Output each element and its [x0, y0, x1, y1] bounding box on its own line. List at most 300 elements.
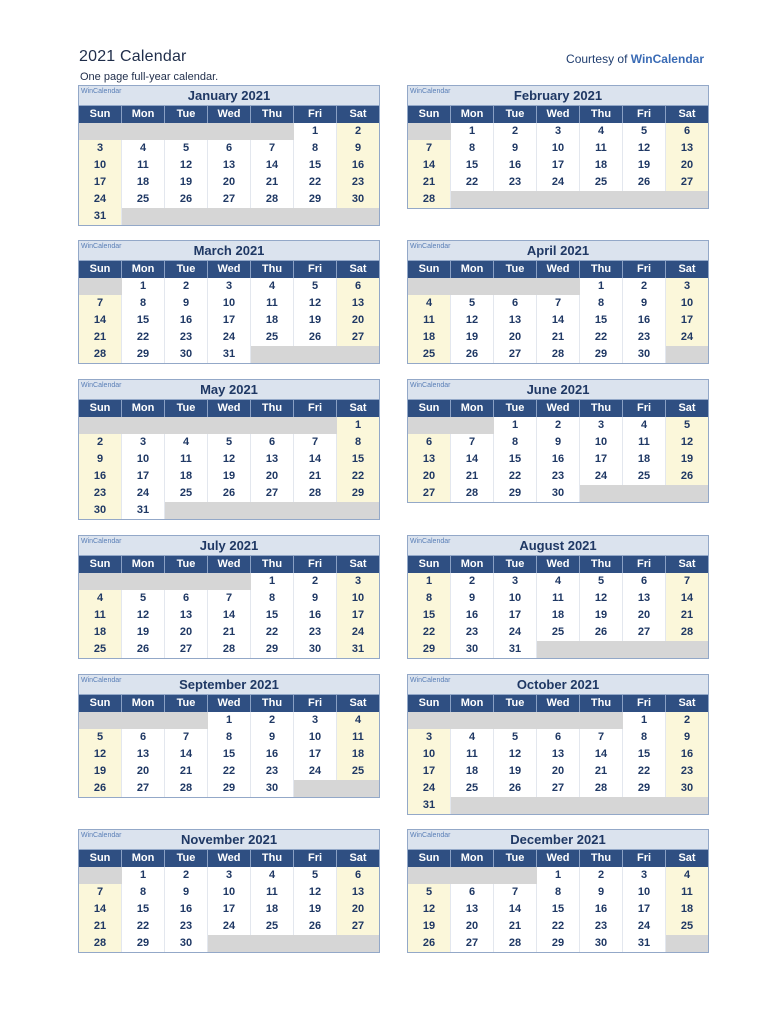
day-cell[interactable]: 27 — [494, 346, 537, 363]
day-cell[interactable]: 23 — [165, 329, 208, 346]
day-cell[interactable]: 23 — [580, 918, 623, 935]
day-cell[interactable]: 21 — [208, 624, 251, 641]
day-cell[interactable]: 22 — [408, 624, 451, 641]
day-cell[interactable]: 25 — [537, 624, 580, 641]
day-cell[interactable]: 23 — [537, 468, 580, 485]
day-cell[interactable]: 28 — [79, 346, 122, 363]
day-cell[interactable]: 30 — [165, 935, 208, 952]
day-cell[interactable]: 29 — [537, 935, 580, 952]
day-cell[interactable]: 19 — [494, 763, 537, 780]
day-cell[interactable]: 20 — [666, 157, 708, 174]
day-cell[interactable]: 25 — [79, 641, 122, 658]
day-cell[interactable]: 14 — [537, 312, 580, 329]
day-cell[interactable]: 21 — [408, 174, 451, 191]
day-cell[interactable]: 7 — [79, 884, 122, 901]
day-cell[interactable]: 26 — [580, 624, 623, 641]
day-cell[interactable]: 15 — [208, 746, 251, 763]
day-cell[interactable]: 17 — [408, 763, 451, 780]
day-cell[interactable]: 19 — [208, 468, 251, 485]
day-cell[interactable]: 4 — [537, 573, 580, 590]
day-cell[interactable]: 2 — [580, 867, 623, 884]
day-cell[interactable]: 7 — [451, 434, 494, 451]
day-cell[interactable]: 14 — [666, 590, 708, 607]
day-cell[interactable]: 29 — [294, 191, 337, 208]
day-cell[interactable]: 31 — [208, 346, 251, 363]
wincalendar-tag[interactable]: WinCalendar — [81, 832, 122, 839]
day-cell[interactable]: 28 — [666, 624, 708, 641]
day-cell[interactable]: 24 — [208, 918, 251, 935]
day-cell[interactable]: 17 — [537, 157, 580, 174]
day-cell[interactable]: 31 — [623, 935, 666, 952]
day-cell[interactable]: 4 — [122, 140, 165, 157]
day-cell[interactable]: 5 — [294, 278, 337, 295]
day-cell[interactable]: 11 — [251, 295, 294, 312]
day-cell[interactable]: 6 — [623, 573, 666, 590]
day-cell[interactable]: 9 — [165, 295, 208, 312]
day-cell[interactable]: 9 — [337, 140, 379, 157]
day-cell[interactable]: 11 — [537, 590, 580, 607]
day-cell[interactable]: 23 — [165, 918, 208, 935]
day-cell[interactable]: 7 — [251, 140, 294, 157]
day-cell[interactable]: 13 — [537, 746, 580, 763]
day-cell[interactable]: 21 — [294, 468, 337, 485]
day-cell[interactable]: 14 — [208, 607, 251, 624]
day-cell[interactable]: 7 — [208, 590, 251, 607]
day-cell[interactable]: 3 — [337, 573, 379, 590]
day-cell[interactable]: 22 — [494, 468, 537, 485]
day-cell[interactable]: 29 — [122, 346, 165, 363]
day-cell[interactable]: 19 — [451, 329, 494, 346]
day-cell[interactable]: 12 — [294, 884, 337, 901]
day-cell[interactable]: 23 — [623, 329, 666, 346]
day-cell[interactable]: 13 — [208, 157, 251, 174]
day-cell[interactable]: 14 — [580, 746, 623, 763]
day-cell[interactable]: 20 — [122, 763, 165, 780]
courtesy-brand-link[interactable]: WinCalendar — [630, 52, 704, 66]
day-cell[interactable]: 11 — [122, 157, 165, 174]
day-cell[interactable]: 16 — [294, 607, 337, 624]
day-cell[interactable]: 5 — [208, 434, 251, 451]
day-cell[interactable]: 13 — [494, 312, 537, 329]
day-cell[interactable]: 23 — [451, 624, 494, 641]
day-cell[interactable]: 2 — [165, 867, 208, 884]
day-cell[interactable]: 9 — [451, 590, 494, 607]
day-cell[interactable]: 29 — [408, 641, 451, 658]
day-cell[interactable]: 8 — [294, 140, 337, 157]
day-cell[interactable]: 5 — [408, 884, 451, 901]
day-cell[interactable]: 10 — [294, 729, 337, 746]
day-cell[interactable]: 24 — [623, 918, 666, 935]
day-cell[interactable]: 24 — [122, 485, 165, 502]
day-cell[interactable]: 23 — [337, 174, 379, 191]
day-cell[interactable]: 3 — [408, 729, 451, 746]
day-cell[interactable]: 5 — [294, 867, 337, 884]
day-cell[interactable]: 19 — [408, 918, 451, 935]
day-cell[interactable]: 21 — [251, 174, 294, 191]
day-cell[interactable]: 7 — [537, 295, 580, 312]
day-cell[interactable]: 5 — [666, 417, 708, 434]
day-cell[interactable]: 17 — [208, 901, 251, 918]
day-cell[interactable]: 21 — [79, 918, 122, 935]
day-cell[interactable]: 4 — [165, 434, 208, 451]
day-cell[interactable]: 25 — [337, 763, 379, 780]
day-cell[interactable]: 1 — [122, 278, 165, 295]
day-cell[interactable]: 4 — [623, 417, 666, 434]
day-cell[interactable]: 11 — [623, 434, 666, 451]
day-cell[interactable]: 6 — [208, 140, 251, 157]
day-cell[interactable]: 1 — [294, 123, 337, 140]
day-cell[interactable]: 16 — [537, 451, 580, 468]
day-cell[interactable]: 4 — [79, 590, 122, 607]
day-cell[interactable]: 17 — [623, 901, 666, 918]
day-cell[interactable]: 25 — [251, 918, 294, 935]
day-cell[interactable]: 20 — [408, 468, 451, 485]
day-cell[interactable]: 18 — [537, 607, 580, 624]
day-cell[interactable]: 15 — [337, 451, 379, 468]
day-cell[interactable]: 22 — [580, 329, 623, 346]
day-cell[interactable]: 8 — [408, 590, 451, 607]
day-cell[interactable]: 26 — [451, 346, 494, 363]
day-cell[interactable]: 17 — [294, 746, 337, 763]
day-cell[interactable]: 19 — [294, 901, 337, 918]
day-cell[interactable]: 31 — [494, 641, 537, 658]
day-cell[interactable]: 16 — [165, 312, 208, 329]
day-cell[interactable]: 5 — [451, 295, 494, 312]
day-cell[interactable]: 11 — [580, 140, 623, 157]
day-cell[interactable]: 10 — [666, 295, 708, 312]
day-cell[interactable]: 10 — [623, 884, 666, 901]
day-cell[interactable]: 29 — [122, 935, 165, 952]
day-cell[interactable]: 27 — [451, 935, 494, 952]
day-cell[interactable]: 12 — [494, 746, 537, 763]
day-cell[interactable]: 21 — [537, 329, 580, 346]
day-cell[interactable]: 10 — [494, 590, 537, 607]
day-cell[interactable]: 14 — [408, 157, 451, 174]
day-cell[interactable]: 7 — [79, 295, 122, 312]
wincalendar-tag[interactable]: WinCalendar — [410, 382, 451, 389]
wincalendar-tag[interactable]: WinCalendar — [410, 677, 451, 684]
day-cell[interactable]: 2 — [165, 278, 208, 295]
day-cell[interactable]: 6 — [537, 729, 580, 746]
day-cell[interactable]: 15 — [122, 901, 165, 918]
day-cell[interactable]: 30 — [251, 780, 294, 797]
day-cell[interactable]: 28 — [451, 485, 494, 502]
day-cell[interactable]: 9 — [294, 590, 337, 607]
day-cell[interactable]: 19 — [294, 312, 337, 329]
day-cell[interactable]: 26 — [122, 641, 165, 658]
day-cell[interactable]: 19 — [79, 763, 122, 780]
day-cell[interactable]: 16 — [79, 468, 122, 485]
day-cell[interactable]: 8 — [580, 295, 623, 312]
day-cell[interactable]: 24 — [294, 763, 337, 780]
day-cell[interactable]: 18 — [79, 624, 122, 641]
day-cell[interactable]: 14 — [165, 746, 208, 763]
day-cell[interactable]: 13 — [666, 140, 708, 157]
day-cell[interactable]: 26 — [494, 780, 537, 797]
day-cell[interactable]: 21 — [79, 329, 122, 346]
day-cell[interactable]: 26 — [623, 174, 666, 191]
day-cell[interactable]: 7 — [666, 573, 708, 590]
day-cell[interactable]: 29 — [251, 641, 294, 658]
day-cell[interactable]: 11 — [666, 884, 708, 901]
day-cell[interactable]: 4 — [666, 867, 708, 884]
day-cell[interactable]: 29 — [580, 346, 623, 363]
day-cell[interactable]: 27 — [165, 641, 208, 658]
day-cell[interactable]: 11 — [251, 884, 294, 901]
day-cell[interactable]: 4 — [408, 295, 451, 312]
day-cell[interactable]: 30 — [337, 191, 379, 208]
day-cell[interactable]: 23 — [294, 624, 337, 641]
day-cell[interactable]: 22 — [537, 918, 580, 935]
day-cell[interactable]: 17 — [666, 312, 708, 329]
day-cell[interactable]: 15 — [122, 312, 165, 329]
day-cell[interactable]: 13 — [337, 295, 379, 312]
day-cell[interactable]: 28 — [494, 935, 537, 952]
wincalendar-tag[interactable]: WinCalendar — [410, 88, 451, 95]
day-cell[interactable]: 28 — [294, 485, 337, 502]
day-cell[interactable]: 29 — [494, 485, 537, 502]
day-cell[interactable]: 27 — [537, 780, 580, 797]
day-cell[interactable]: 14 — [79, 901, 122, 918]
day-cell[interactable]: 25 — [623, 468, 666, 485]
day-cell[interactable]: 3 — [494, 573, 537, 590]
day-cell[interactable]: 9 — [537, 434, 580, 451]
day-cell[interactable]: 14 — [494, 901, 537, 918]
day-cell[interactable]: 16 — [580, 901, 623, 918]
day-cell[interactable]: 6 — [666, 123, 708, 140]
day-cell[interactable]: 8 — [337, 434, 379, 451]
day-cell[interactable]: 24 — [537, 174, 580, 191]
day-cell[interactable]: 12 — [122, 607, 165, 624]
day-cell[interactable]: 12 — [208, 451, 251, 468]
day-cell[interactable]: 16 — [494, 157, 537, 174]
day-cell[interactable]: 13 — [623, 590, 666, 607]
day-cell[interactable]: 14 — [451, 451, 494, 468]
day-cell[interactable]: 26 — [408, 935, 451, 952]
day-cell[interactable]: 6 — [451, 884, 494, 901]
day-cell[interactable]: 30 — [666, 780, 708, 797]
day-cell[interactable]: 8 — [494, 434, 537, 451]
day-cell[interactable]: 31 — [337, 641, 379, 658]
day-cell[interactable]: 28 — [408, 191, 451, 208]
day-cell[interactable]: 8 — [122, 295, 165, 312]
day-cell[interactable]: 23 — [251, 763, 294, 780]
day-cell[interactable]: 2 — [451, 573, 494, 590]
day-cell[interactable]: 3 — [294, 712, 337, 729]
day-cell[interactable]: 4 — [337, 712, 379, 729]
day-cell[interactable]: 6 — [165, 590, 208, 607]
day-cell[interactable]: 9 — [623, 295, 666, 312]
day-cell[interactable]: 22 — [337, 468, 379, 485]
day-cell[interactable]: 25 — [122, 191, 165, 208]
day-cell[interactable]: 15 — [494, 451, 537, 468]
day-cell[interactable]: 24 — [208, 329, 251, 346]
day-cell[interactable]: 28 — [79, 935, 122, 952]
day-cell[interactable]: 25 — [451, 780, 494, 797]
day-cell[interactable]: 21 — [666, 607, 708, 624]
day-cell[interactable]: 2 — [79, 434, 122, 451]
day-cell[interactable]: 1 — [494, 417, 537, 434]
day-cell[interactable]: 12 — [408, 901, 451, 918]
day-cell[interactable]: 9 — [666, 729, 708, 746]
day-cell[interactable]: 10 — [208, 295, 251, 312]
day-cell[interactable]: 30 — [451, 641, 494, 658]
day-cell[interactable]: 8 — [623, 729, 666, 746]
day-cell[interactable]: 1 — [122, 867, 165, 884]
day-cell[interactable]: 25 — [165, 485, 208, 502]
day-cell[interactable]: 27 — [408, 485, 451, 502]
day-cell[interactable]: 4 — [580, 123, 623, 140]
day-cell[interactable]: 9 — [494, 140, 537, 157]
day-cell[interactable]: 19 — [580, 607, 623, 624]
day-cell[interactable]: 15 — [451, 157, 494, 174]
wincalendar-tag[interactable]: WinCalendar — [81, 677, 122, 684]
day-cell[interactable]: 23 — [666, 763, 708, 780]
day-cell[interactable]: 13 — [451, 901, 494, 918]
day-cell[interactable]: 30 — [580, 935, 623, 952]
day-cell[interactable]: 28 — [165, 780, 208, 797]
day-cell[interactable]: 3 — [208, 867, 251, 884]
day-cell[interactable]: 6 — [408, 434, 451, 451]
wincalendar-tag[interactable]: WinCalendar — [81, 88, 122, 95]
day-cell[interactable]: 15 — [294, 157, 337, 174]
day-cell[interactable]: 4 — [251, 278, 294, 295]
day-cell[interactable]: 19 — [666, 451, 708, 468]
wincalendar-tag[interactable]: WinCalendar — [410, 243, 451, 250]
day-cell[interactable]: 5 — [165, 140, 208, 157]
day-cell[interactable]: 24 — [494, 624, 537, 641]
day-cell[interactable]: 26 — [208, 485, 251, 502]
day-cell[interactable]: 10 — [208, 884, 251, 901]
day-cell[interactable]: 21 — [165, 763, 208, 780]
day-cell[interactable]: 12 — [165, 157, 208, 174]
day-cell[interactable]: 26 — [79, 780, 122, 797]
day-cell[interactable]: 3 — [208, 278, 251, 295]
day-cell[interactable]: 23 — [79, 485, 122, 502]
day-cell[interactable]: 20 — [165, 624, 208, 641]
day-cell[interactable]: 12 — [79, 746, 122, 763]
day-cell[interactable]: 20 — [337, 312, 379, 329]
day-cell[interactable]: 15 — [623, 746, 666, 763]
day-cell[interactable]: 20 — [337, 901, 379, 918]
day-cell[interactable]: 5 — [580, 573, 623, 590]
day-cell[interactable]: 11 — [337, 729, 379, 746]
day-cell[interactable]: 4 — [251, 867, 294, 884]
day-cell[interactable]: 16 — [623, 312, 666, 329]
day-cell[interactable]: 22 — [122, 329, 165, 346]
day-cell[interactable]: 22 — [251, 624, 294, 641]
day-cell[interactable]: 25 — [408, 346, 451, 363]
day-cell[interactable]: 1 — [208, 712, 251, 729]
day-cell[interactable]: 29 — [337, 485, 379, 502]
day-cell[interactable]: 26 — [165, 191, 208, 208]
day-cell[interactable]: 27 — [251, 485, 294, 502]
day-cell[interactable]: 10 — [79, 157, 122, 174]
day-cell[interactable]: 12 — [451, 312, 494, 329]
day-cell[interactable]: 15 — [537, 901, 580, 918]
day-cell[interactable]: 3 — [79, 140, 122, 157]
day-cell[interactable]: 13 — [122, 746, 165, 763]
day-cell[interactable]: 18 — [337, 746, 379, 763]
day-cell[interactable]: 2 — [294, 573, 337, 590]
day-cell[interactable]: 30 — [623, 346, 666, 363]
day-cell[interactable]: 17 — [208, 312, 251, 329]
day-cell[interactable]: 28 — [537, 346, 580, 363]
day-cell[interactable]: 8 — [451, 140, 494, 157]
day-cell[interactable]: 16 — [337, 157, 379, 174]
day-cell[interactable]: 22 — [294, 174, 337, 191]
day-cell[interactable]: 2 — [494, 123, 537, 140]
day-cell[interactable]: 26 — [294, 329, 337, 346]
day-cell[interactable]: 20 — [623, 607, 666, 624]
day-cell[interactable]: 21 — [451, 468, 494, 485]
day-cell[interactable]: 11 — [451, 746, 494, 763]
day-cell[interactable]: 12 — [294, 295, 337, 312]
day-cell[interactable]: 6 — [337, 867, 379, 884]
wincalendar-tag[interactable]: WinCalendar — [81, 538, 122, 545]
day-cell[interactable]: 3 — [666, 278, 708, 295]
day-cell[interactable]: 5 — [623, 123, 666, 140]
day-cell[interactable]: 1 — [337, 417, 379, 434]
day-cell[interactable]: 6 — [494, 295, 537, 312]
day-cell[interactable]: 9 — [165, 884, 208, 901]
day-cell[interactable]: 16 — [165, 901, 208, 918]
day-cell[interactable]: 10 — [122, 451, 165, 468]
day-cell[interactable]: 18 — [251, 901, 294, 918]
day-cell[interactable]: 8 — [537, 884, 580, 901]
day-cell[interactable]: 22 — [122, 918, 165, 935]
day-cell[interactable]: 18 — [251, 312, 294, 329]
day-cell[interactable]: 15 — [251, 607, 294, 624]
day-cell[interactable]: 7 — [580, 729, 623, 746]
day-cell[interactable]: 9 — [251, 729, 294, 746]
day-cell[interactable]: 18 — [408, 329, 451, 346]
day-cell[interactable]: 24 — [79, 191, 122, 208]
day-cell[interactable]: 30 — [79, 502, 122, 519]
day-cell[interactable]: 15 — [580, 312, 623, 329]
day-cell[interactable]: 3 — [537, 123, 580, 140]
day-cell[interactable]: 2 — [666, 712, 708, 729]
day-cell[interactable]: 3 — [580, 417, 623, 434]
day-cell[interactable]: 3 — [122, 434, 165, 451]
wincalendar-tag[interactable]: WinCalendar — [81, 382, 122, 389]
day-cell[interactable]: 31 — [408, 797, 451, 814]
wincalendar-tag[interactable]: WinCalendar — [410, 538, 451, 545]
day-cell[interactable]: 12 — [666, 434, 708, 451]
day-cell[interactable]: 10 — [337, 590, 379, 607]
day-cell[interactable]: 2 — [623, 278, 666, 295]
day-cell[interactable]: 17 — [122, 468, 165, 485]
day-cell[interactable]: 18 — [623, 451, 666, 468]
day-cell[interactable]: 16 — [451, 607, 494, 624]
day-cell[interactable]: 24 — [337, 624, 379, 641]
day-cell[interactable]: 11 — [408, 312, 451, 329]
day-cell[interactable]: 4 — [451, 729, 494, 746]
day-cell[interactable]: 13 — [251, 451, 294, 468]
day-cell[interactable]: 1 — [537, 867, 580, 884]
day-cell[interactable]: 8 — [208, 729, 251, 746]
day-cell[interactable]: 2 — [337, 123, 379, 140]
day-cell[interactable]: 9 — [79, 451, 122, 468]
day-cell[interactable]: 15 — [408, 607, 451, 624]
day-cell[interactable]: 7 — [294, 434, 337, 451]
day-cell[interactable]: 5 — [122, 590, 165, 607]
day-cell[interactable]: 1 — [580, 278, 623, 295]
day-cell[interactable]: 27 — [337, 329, 379, 346]
day-cell[interactable]: 22 — [208, 763, 251, 780]
day-cell[interactable]: 27 — [666, 174, 708, 191]
day-cell[interactable]: 7 — [408, 140, 451, 157]
